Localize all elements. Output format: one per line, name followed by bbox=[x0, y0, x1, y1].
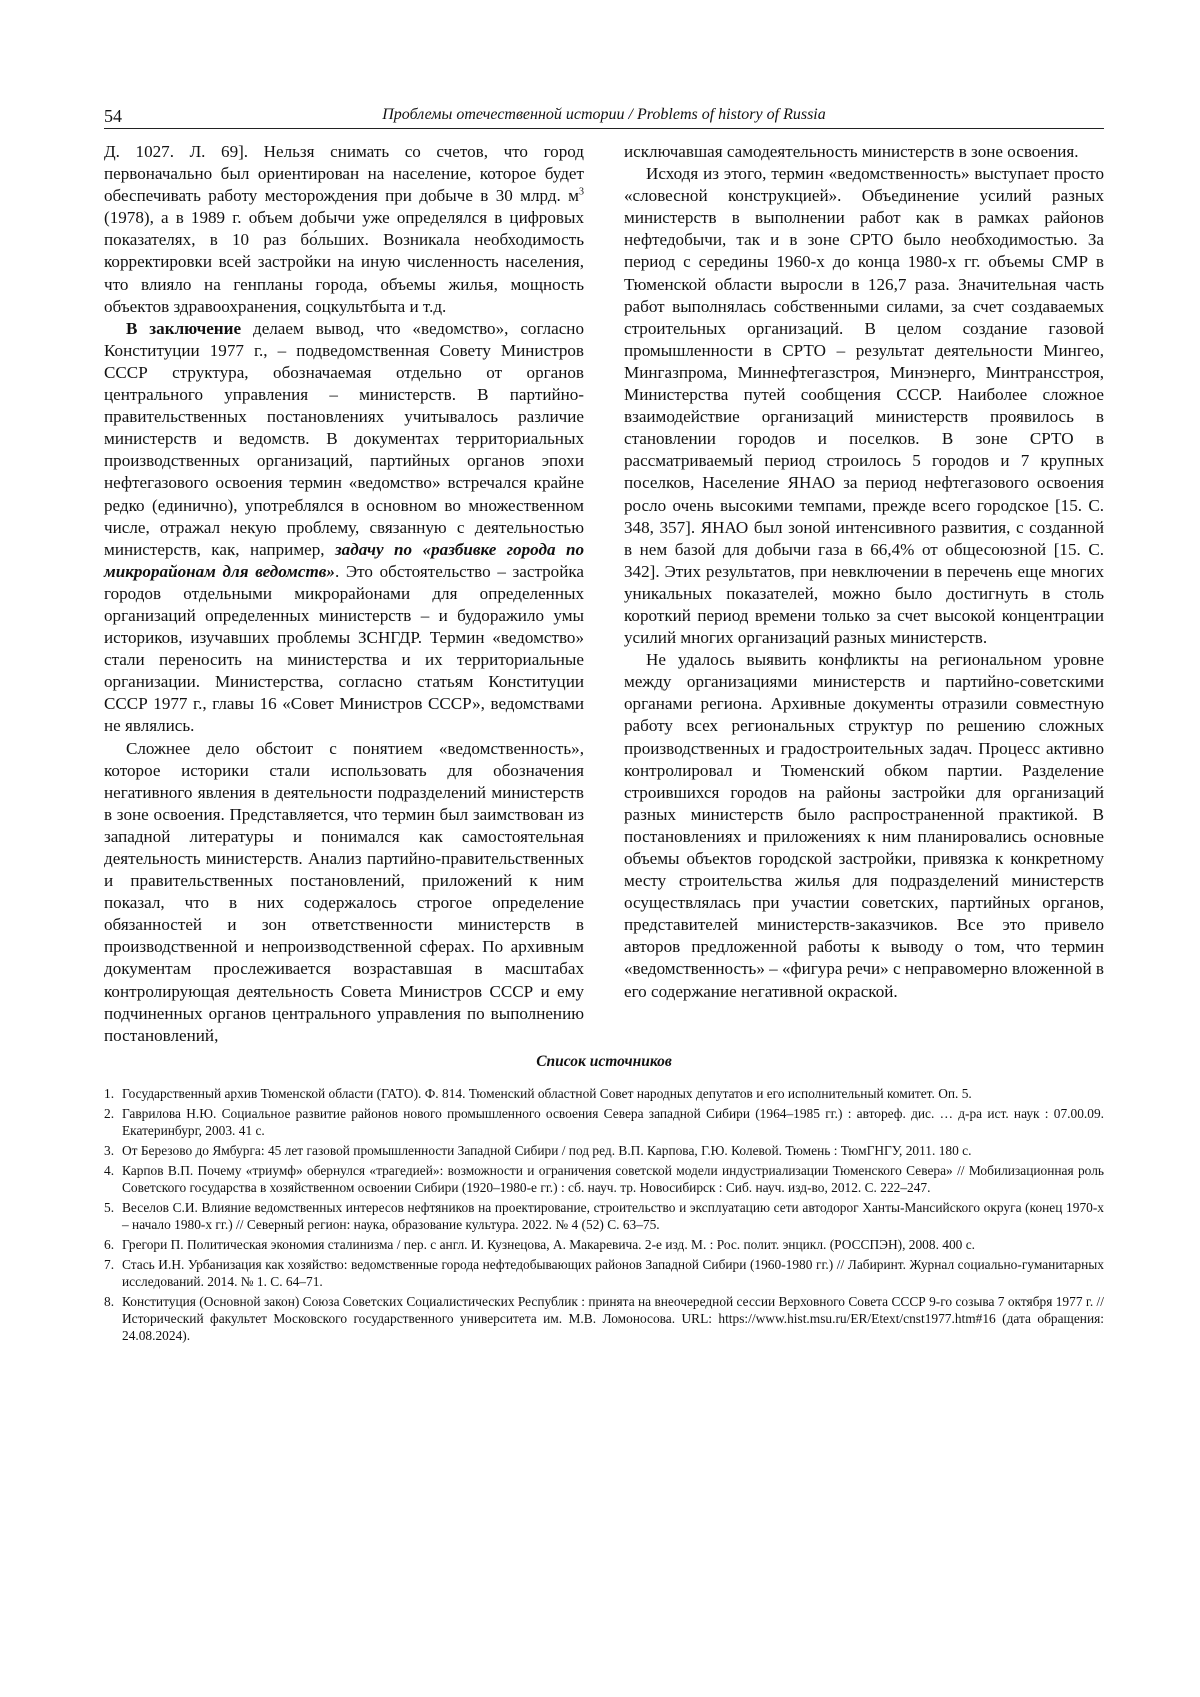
text-run: (1978), а в 1989 г. объем добычи уже определялся в цифровых показателях, в 10 раз бо́льших. Возникала необходимость корректировки всей застройки на иную численность населения, что влияло на генпланы города, объемы жилья, мощность объектов здравоохранения, соцкультбыта и т.д. bbox=[104, 208, 584, 316]
reference-item bbox=[104, 1293, 1104, 1344]
reference-number: 3. bbox=[104, 1142, 115, 1158]
reference-item bbox=[104, 1256, 1104, 1290]
reference-number: 7. bbox=[104, 1256, 115, 1272]
references-title: Список источников bbox=[536, 1052, 672, 1070]
reference-item bbox=[104, 1142, 1104, 1159]
emphasized-quote: задачу по «разбивке города по микрорайонам для ведомств» bbox=[104, 539, 584, 581]
paragraph bbox=[104, 318, 584, 738]
left-column bbox=[104, 141, 584, 1047]
reference-text: Конституция (Основной закон) Союза Советских Социалистических Республик : принята на внеочередной сессии Верховного Совета СССР 9-го созыва 7 октября 1977 г. // Исторический факультет Московского государственного университета им. М.В. Ломоносова. URL: https://www.hist.msu.ru/ER/Etext/cnst1977.htm#16 (дата обращения: 24.08.2024). bbox=[122, 1293, 1104, 1343]
text-run: . Это обстоятельство – застройка городов отдельными микрорайонами для определенных организаций определенных министерств – и будоражило умы историков, изучавших проблемы ЗСНГДР. Термин «ведомство» стали переносить на министерства и их территориальные организации. Министерства, согласно статьям Конституции СССР 1977 г., главы 16 «Совет Министров СССР», ведомствами не являлись. bbox=[104, 561, 584, 736]
reference-number: 8. bbox=[104, 1293, 115, 1309]
reference-number: 1. bbox=[104, 1085, 115, 1101]
reference-text: Государственный архив Тюменской области (ГАТО). Ф. 814. Тюменский областной Совет народных депутатов и его исполнительный комитет. Оп. 5. bbox=[122, 1085, 972, 1101]
reference-text: Веселов С.И. Влияние ведомственных интересов нефтяников на проектирование, строительство и эксплуатацию сети автодорог Ханты-Мансийского округа (конец 1970-х – начало 1980-х гг.) // Северный регион: наука, образование культура. 2022. № 4 (52) С. 63–75. bbox=[122, 1199, 1104, 1232]
text-run: делаем вывод, что «ведомство», согласно Конституции 1977 г., – подведомственная Совету Министров СССР структура, обозначаемая отдельно от органов центрального управления – министерств. В партийно-правительственных постановлениях учитывалось различие министерств и ведомств. В документах территориальных производственных организаций, партийных органов эпохи нефтегазового освоения термин «ведомство» встречался крайне редко (единично), употреблялся в основном во множественном числе, отражал некую проблему, связанную с деятельностью министерств, как, например, bbox=[104, 318, 584, 559]
journal-page bbox=[104, 100, 1104, 1347]
reference-number: 6. bbox=[104, 1236, 115, 1252]
reference-item bbox=[104, 1236, 1104, 1253]
text-run: Д. 1027. Л. 69]. Нельзя снимать со счетов, что город первоначально был ориентирован на население, которое будет обеспечивать работу месторождения при добыче в 30 млрд. м bbox=[104, 142, 584, 206]
references-list bbox=[104, 1085, 1104, 1344]
reference-item bbox=[104, 1085, 1104, 1102]
reference-item bbox=[104, 1199, 1104, 1233]
running-header bbox=[104, 100, 1104, 129]
paragraph: исключавшая самодеятельность министерств в зоне освоения. bbox=[624, 142, 1079, 161]
body-columns bbox=[104, 141, 1104, 1047]
reference-text: От Березово до Ямбурга: 45 лет газовой промышленности Западной Сибири / под ред. В.П. Карпова, Г.Ю. Колевой. Тюмень : ТюмГНГУ, 2011. 180 с. bbox=[122, 1142, 972, 1158]
reference-number: 4. bbox=[104, 1162, 115, 1178]
reference-number: 5. bbox=[104, 1199, 115, 1215]
superscript: 3 bbox=[579, 186, 584, 198]
paragraph: Не удалось выявить конфликты на региональном уровне между организациями министерств и партийно-советскими органами региона. Архивные документы отразили совместную работу всех региональных структур по решению сложных производственных и градостроительных задач. Процесс активно контролировал и Тюменский обком партии. Разделение строившихся городов на районы застройки для организаций разных министерств было распространенной практикой. В постановлениях и приложениях к ним планировались основные объемы объектов городской застройки, привязка к конкретному месту строительства жилья для подразделений министерств осуществлялась при участии советских, партийных органов, представителей министерств-заказчиков. Все это привело авторов предложенной работы к выводу о том, что термин «ведомственность» – «фигура речи» с неправомерно вложенной в его содержание негативной окраской. bbox=[624, 650, 1104, 1001]
reference-text: Грегори П. Политическая экономия сталинизма / пер. с англ. И. Кузнецова, А. Макаревича. 2-е изд. М. : Рос. полит. энцикл. (РОССПЭН), 2008. 400 с. bbox=[122, 1236, 975, 1252]
paragraph: Исходя из этого, термин «ведомственность» выступает просто «словесной конструкцией». Объединение усилий разных министерств в выполнении работ как в рамках районов нефтедобычи, так и в зоне СРТО было необходимостью. За период с середины 1960-х до конца 1980-х гг. объемы СМР в Тюменской области выросли в 126,7 раза. Значительная часть работ выполнялась собственными силами, за счет создаваемых строительных организаций. В целом создание газовой промышленности в СРТО – результат деятельности Мингео, Мингазпрома, Миннефтегазстроя, Минэнерго, Минтрансстроя, Министерства путей сообщения СССР. Наиболее сложное взаимодействие организаций министерств проявилось в становлении городов и поселков. В зоне СРТО в рассматриваемый период строилось 5 городов и 7 крупных поселков, Население ЯНАО за период нефтегазового освоения росло очень высокими темпами, прежде всего городское [15. С. 348, 357]. ЯНАО был зоной интенсивного развития, с созданной в нем базой для добычи газа в 66,4% от общесоюзной [15. С. 342]. Этих результатов, при невключении в перечень еще многих уникальных показателей, можно было достигнуть в столь короткий период времени только за счет высокой концентрации усилий многих организаций разных министерств. bbox=[624, 164, 1104, 648]
right-column bbox=[624, 141, 1104, 1047]
bold-lead-in: В заключение bbox=[126, 318, 242, 338]
paragraph bbox=[104, 141, 584, 318]
page-number: 54 bbox=[104, 106, 122, 126]
reference-item bbox=[104, 1105, 1104, 1139]
reference-number: 2. bbox=[104, 1105, 115, 1121]
paragraph: Сложнее дело обстоит с понятием «ведомственность», которое историки стали использовать для обозначения негативного явления в деятельности подразделений министерств в зоне освоения. Представляется, что термин был заимствован из западной литературы и понимался как самостоятельная деятельность министерств. Анализ партийно-правительственных и правительственных постановлений, приложений к ним показал, что в них содержалось строгое определение обязанностей и зон ответственности министерств в производственной и непроизводственной сферах. По архивным документам прослеживается возраставшая в масштабах контролирующая деятельность Совета Министров СССР и ему подчиненных органов центрального управления по выполнению постановлений, bbox=[104, 738, 584, 1045]
reference-text: Стась И.Н. Урбанизация как хозяйство: ведомственные города нефтедобывающих районов Западной Сибири (1960-1980 гг.) // Лабиринт. Журнал социально-гуманитарных исследований. 2014. № 1. С. 64–71. bbox=[122, 1256, 1104, 1289]
journal-title: Проблемы отечественной истории / Problems of history of Russia bbox=[382, 106, 826, 123]
reference-item bbox=[104, 1162, 1104, 1196]
reference-text: Карпов В.П. Почему «триумф» обернулся «трагедией»: возможности и ограничения советской модели индустриализации Тюменского Севера» // Мобилизационная роль Советского государства в хозяйственном освоении Сибири (1920–1980-е гг.) : сб. науч. тр. Новосибирск : Сиб. науч. изд-во, 2012. С. 222–247. bbox=[122, 1162, 1104, 1195]
reference-text: Гаврилова Н.Ю. Социальное развитие районов нового промышленного освоения Севера западной Сибири (1964–1985 гг.) : автореф. дис. … д-ра ист. наук : 07.00.09. Екатеринбург, 2003. 41 с. bbox=[122, 1105, 1104, 1138]
